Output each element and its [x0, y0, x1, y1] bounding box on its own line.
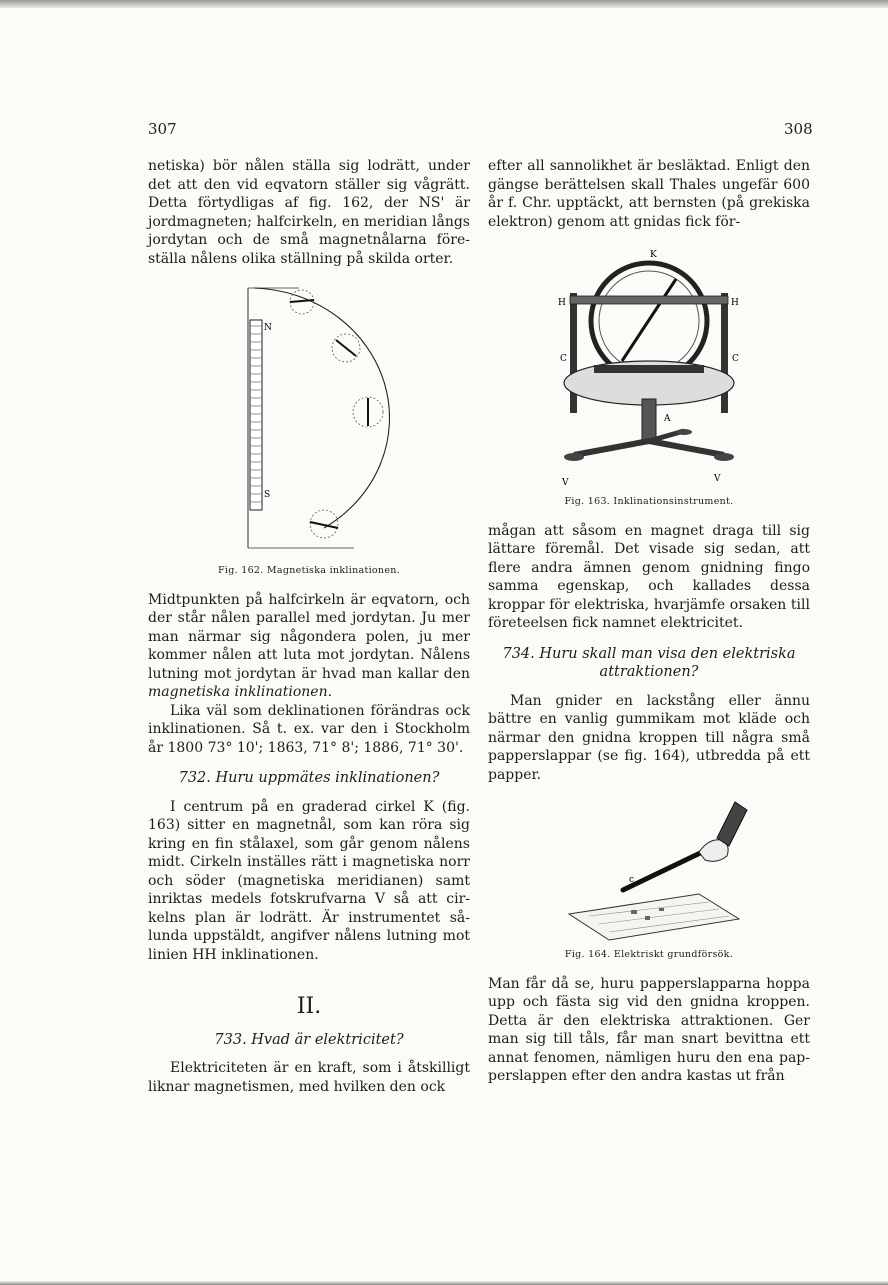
section-heading-734: 734. Huru skall man visa den elektriska attraktionen? [502, 645, 796, 680]
paragraph: mågan att såsom en magnet draga till sig lättare föremål. Det visade sig sedan, att flere andra ämnen genom gnidning fingo samma egenskap, och kallades dessa kroppar för elektriska, hvarjämfe orsaken till företeelsen fick namnet elektricitet. [488, 522, 810, 631]
label-a: A [664, 414, 671, 424]
scan-edge-bottom [0, 1281, 888, 1285]
label-h-right: H [731, 298, 739, 308]
label-v-left: V [562, 478, 569, 488]
label-c-right: C [732, 354, 739, 364]
emphasis-term: magnetiska inklinationen. [148, 684, 333, 700]
svg-text:N: N [264, 323, 272, 333]
right-column [488, 157, 810, 1086]
figure-164 [488, 794, 810, 965]
figure-163-caption: Fig. 163. Inklinationsinstrument. [564, 496, 734, 507]
page-number-left: 307 [148, 120, 177, 138]
paragraph: Man får då se, huru papperslapparna hoppa upp och fästa sig vid den gnidna kroppen. Detta är den elektriska attraktionen. Ger man sig till tåls, får man snart bevittna ett annat fenomen, nämligen huru den ena papperslappen efter den andra kastas ut från [488, 975, 810, 1084]
figure-164-caption: Fig. 164. Elektriskt grundförsök. [564, 949, 734, 960]
paragraph: I centrum på en graderad cirkel K (fig. 163) sitter en magnetnål, som kan röra sig kring en fin stålaxel, som går genom nålens midt. Cirkeln inställes rätt i magnetiska norr och söder (magnetiska meridianen) samt inriktas medels fotskrufvarna V så att cirkelns plan är lodrätt. Är instrumentet sålunda uppstäldt, angifver nålens lutning mot linien HH inklinationen. [148, 798, 470, 963]
section-heading-733: 733. Hvad är elektricitet? [214, 1031, 404, 1048]
paragraph: Elektriciteten är en kraft, som i åtskilligt liknar magnetismen, med hvilken den ock [148, 1060, 470, 1095]
label-h-left: H [558, 298, 566, 308]
label-k: K [650, 250, 657, 260]
paragraph [148, 591, 470, 702]
label-c-left: C [560, 354, 567, 364]
paragraph: netiska) bör nålen ställa sig lodrätt, under det att den vid eqvatorn ställer sig vågrätt. Detta förtydligas af fig. 162, der NS' är jordmagneten; halfcirkeln, en meridian långs jordytan och de små magnetnålarna föreställa nålens olika ställning på skilda orter. [148, 158, 470, 267]
inclination-instrument-illustration [554, 241, 744, 491]
paragraph: Lika väl som deklinationen förändras ock inklinationen. Så t. ex. var den i Stockholm år 1800 73° 10'; 1863, 71° 8'; 1886, 71° 30'. [148, 702, 470, 756]
part-heading: II. [296, 994, 322, 1019]
paragraph: efter all sannolikhet är besläktad. Enligt den gängse berättelsen skall Thales ungefär 600 år f. Chr. upptäckt, att bernsten (på grekiska elektron) genom att gnidas fick för- [488, 158, 810, 230]
page-number-right: 308 [784, 120, 813, 138]
paragraph-text: Midtpunkten på halfcirkeln är eqvatorn, och der står nålen parallel med jordytan. Ju mer man närmar sig någondera polen, ju mer kommer nålen att luta mot jordytan. Nålens lutning mot jordytan är hvad man kallar den [148, 591, 470, 682]
magnetic-inclination-diagram [224, 278, 394, 560]
electrical-experiment-illustration [549, 794, 749, 944]
figure-162 [148, 278, 470, 581]
figure-162-caption: Fig. 162. Magnetiska inklinationen. [217, 565, 401, 576]
label-c: c [629, 875, 635, 885]
left-column [148, 157, 470, 1096]
paragraph: Man gnider en lackstång eller ännu bättre en vanlig gummikam mot kläde och närmar den gnidna kroppen till några små papperslappar (se fig. 164), utbredda på ett papper. [488, 692, 810, 783]
label-v-right: V [714, 474, 721, 484]
section-heading-732: 732. Huru uppmätes inklinationen? [178, 770, 440, 786]
scan-edge-top [0, 0, 888, 8]
svg-text:S: S [264, 490, 271, 500]
figure-163 [488, 241, 810, 512]
